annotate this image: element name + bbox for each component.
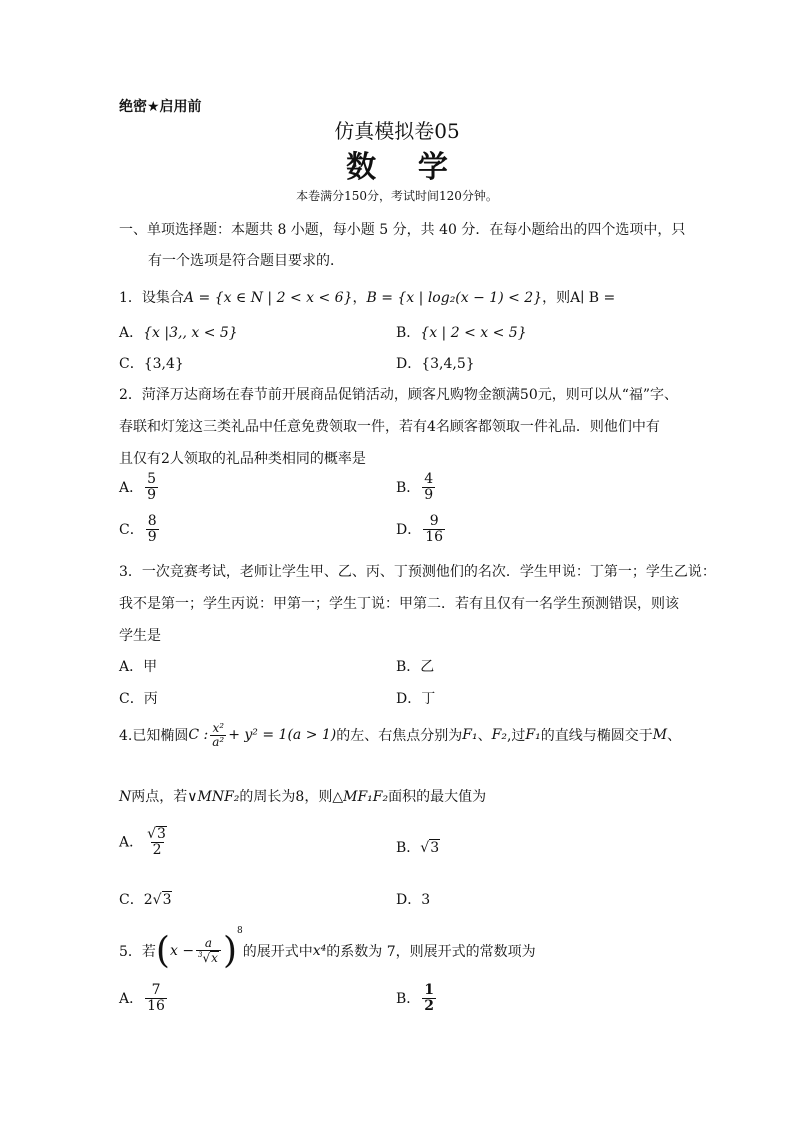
q1-prefix: 1．设集合 [119,290,184,306]
exam-title: 仿真模拟卷05 [334,119,460,143]
q4-option-c: C．2√3 [119,892,172,908]
q1-option-b: B．{x | 2 < x < 5} [396,325,527,341]
q1-option-a: A．{x |3,, x < 5} [119,325,238,341]
question-3-line1: 3．一次竞赛考试，老师让学生甲、乙、丙、丁预测他们的名次．学生甲说：丁第一；学生乙说： [119,564,716,580]
q4-option-b: B．√3 [396,840,440,856]
q1-set-a: A = {x ∈ N | 2 < x < 6} [183,290,353,306]
q2-option-d: D． $\frac{9}{16}$ [396,513,444,545]
q1-option-c: C．{3,4} [119,356,184,372]
section1-heading-line1: 一、单项选择题：本题共 8 小题，每小题 5 分，共 40 分．在每小题给出的四个选项中，只 [119,222,686,238]
subject-title: 数 学 [346,150,448,185]
q3-option-a: A．甲 [119,659,158,675]
q3-option-c: C．丙 [119,691,158,707]
question-4-line1: 4.已知椭圆C : $\frac{\text{x²}}{\text{a²}}$ + y² = 1(a > 1)的左、右焦点分别为F₁、F₂,过F₁的直线与椭圆交于M、 [119,721,682,749]
question-5: 5．若(x − $\frac{a}{^3√x}$ )$^8$的展开式中x⁴的系数为 7，则展开式的常数项为 [119,926,536,972]
exam-note: 本卷满分150分，考试时间120分钟。 [296,189,498,203]
q5-option-b: B． $\frac{1}{2}$ [396,982,435,1014]
q5-option-a: A． $\frac{7}{16}$ [119,982,165,1014]
q4-option-d: D．3 [396,892,431,908]
question-3-line3: 学生是 [119,628,161,644]
question-2-line3: 且仅有2人领取的礼品种类相同的概率是 [119,451,366,467]
q3-option-b: B．乙 [396,659,435,675]
q2-option-a: A． $\frac{5}{9}$ [119,471,157,503]
question-3-line2: 我不是第一；学生丙说：甲第一；学生丁说：甲第二．若有且仅有一名学生预测错误，则该 [119,596,679,612]
q1-comma: ， [352,290,367,306]
section1-heading-line2: 有一个选项是符合题目要求的． [148,253,344,269]
question-2-line2: 春联和灯笼这三类礼品中任意免费领取一件，若有4名顾客都领取一件礼品．则他们中有 [119,419,660,435]
q4-option-a: A． $\frac{√3}{2}$ [119,826,166,858]
q1-option-d: D．{3,4,5} [396,356,475,372]
q1-set-b: B = {x | log₂(x − 1) < 2} [366,290,543,306]
q3-option-d: D．丁 [396,691,436,707]
question-1 [119,287,615,307]
question-4-line2: N两点，若∨MNF₂的周长为8，则△MF₁F₂面积的最大值为 [119,789,487,805]
q2-option-b: B． $\frac{4}{9}$ [396,471,434,503]
q1-tail: ，则A∣ B = [542,290,616,306]
question-2-line1: 2．菏泽万达商场在春节前开展商品促销活动，顾客凡购物金额满50元，则可以从“福”字、 [119,387,679,403]
secret-tag: 绝密★启用前 [119,99,202,115]
q2-option-c: C． $\frac{8}{9}$ [119,513,157,545]
